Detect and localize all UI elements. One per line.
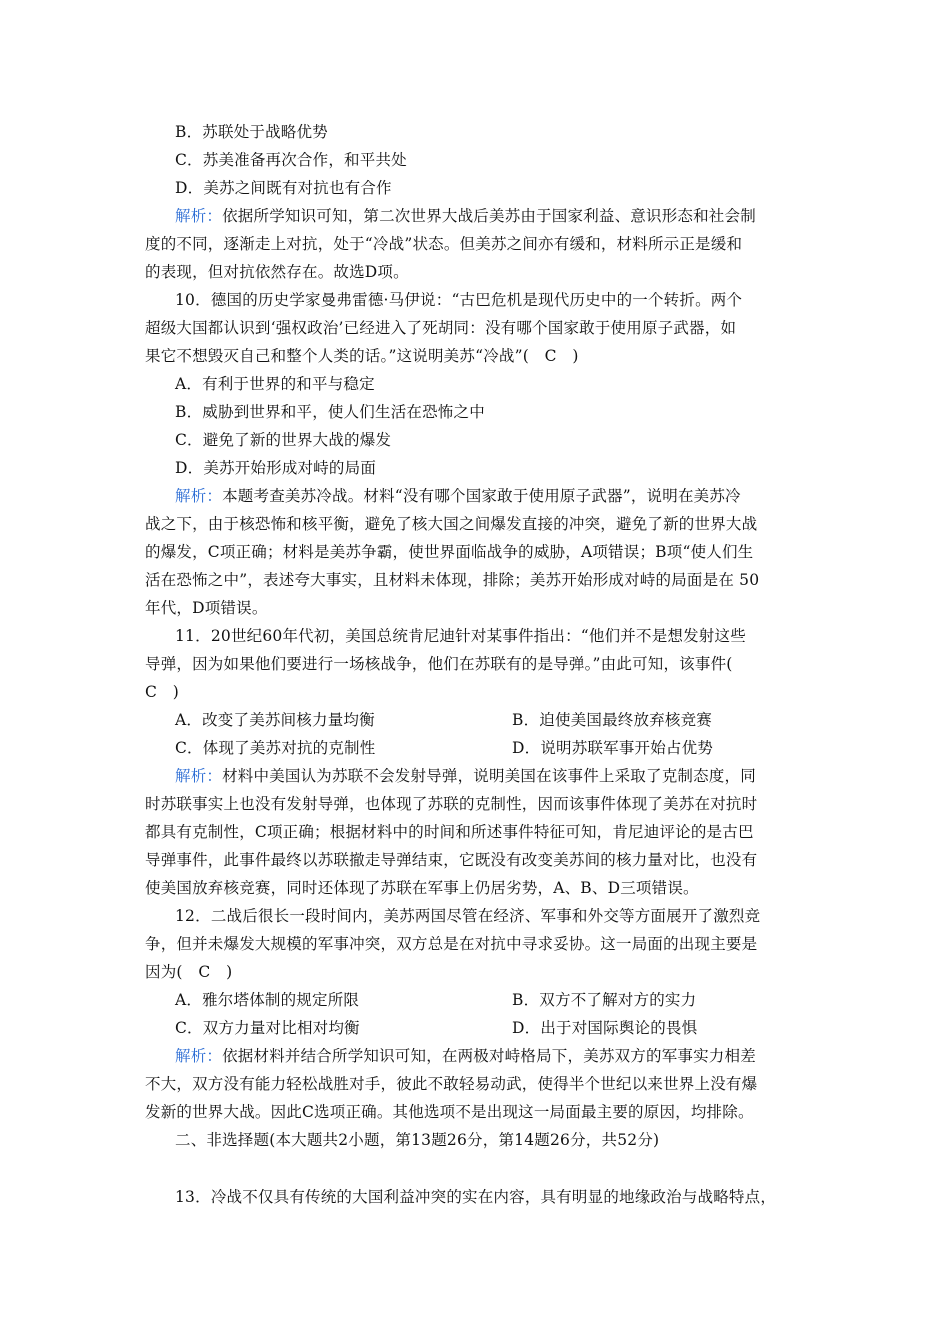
q10-stem-line: 果它不想毁灭自己和整个人类的话。”这说明美苏“冷战”( C ) (145, 347, 579, 365)
q10-option-d: D．美苏开始形成对峙的局面 (175, 459, 377, 477)
q9-analysis: 解析：依据所学知识可知，第二次世界大战后美苏由于国家利益、意识形态和社会制 (175, 207, 756, 225)
q12-stem-line: 争，但并未爆发大规模的军事冲突，双方总是在对抗中寻求妥协。这一局面的出现主要是 (145, 935, 758, 953)
q11-analysis-line: 时苏联事实上也没有发射导弹，也体现了苏联的克制性，因而该事件体现了美苏在对抗时 (145, 795, 758, 813)
q10-analysis-line: 活在恐怖之中”，表述夸大事实，且材料未体现，排除；美苏开始形成对峙的局面是在 50 (145, 571, 760, 589)
analysis-label: 解析： (175, 487, 223, 505)
q9-option-d: D．美苏之间既有对抗也有合作 (175, 179, 392, 197)
q9-option-b: B．苏联处于战略优势 (175, 123, 328, 141)
q11-option-d: D．说明苏联军事开始占优势 (512, 739, 714, 757)
q11-analysis-line: 都具有克制性，C项正确；根据材料中的时间和所述事件特征可知，肯尼迪评论的是古巴 (145, 823, 754, 841)
q12-option-b: B．双方不了解对方的实力 (512, 991, 697, 1009)
q11-stem-line: C ) (145, 683, 180, 701)
q11-option-a: A．改变了美苏间核力量均衡 (175, 711, 375, 729)
analysis-label: 解析： (175, 207, 223, 225)
q9-analysis-line: 的表现，但对抗依然存在。故选D项。 (145, 263, 409, 281)
q9-analysis-line: 度的不同，逐渐走上对抗，处于“冷战”状态。但美苏之间亦有缓和，材料所示正是缓和 (145, 235, 743, 253)
q10-option-a: A．有利于世界的和平与稳定 (175, 375, 375, 393)
q10-analysis: 解析：本题考查美苏冷战。材料“没有哪个国家敢于使用原子武器”，说明在美苏冷 (175, 487, 741, 505)
q12-analysis-line: 不大，双方没有能力轻松战胜对手，彼此不敢轻易动武，使得半个世纪以来世界上没有爆 (145, 1075, 758, 1093)
q11-stem: 11．20世纪60年代初，美国总统肯尼迪针对某事件指出：“他们并不是想发射这些 (175, 627, 746, 645)
q10-stem: 10．德国的历史学家曼弗雷德·马伊说：“古巴危机是现代历史中的一个转折。两个 (175, 291, 743, 309)
q12-option-a: A．雅尔塔体制的规定所限 (175, 991, 360, 1009)
q11-stem-line: 导弹，因为如果他们要进行一场核战争，他们在苏联有的是导弹。”由此可知，该事件( (145, 655, 733, 673)
section-heading: 二、非选择题(本大题共2小题，第13题26分，第14题26分，共52分) (175, 1131, 660, 1149)
q9-option-c: C．苏美准备再次合作，和平共处 (175, 151, 407, 169)
q12-analysis-line: 发新的世界大战。因此C选项正确。其他选项不是出现这一局面最主要的原因，均排除。 (145, 1103, 754, 1121)
q13-stem: 13．冷战不仅具有传统的大国利益冲突的实在内容，具有明显的地缘政治与战略特点， (175, 1188, 777, 1206)
q11-analysis: 解析：材料中美国认为苏联不会发射导弹，说明美国在该事件上采取了克制态度，同 (175, 767, 756, 785)
q10-stem-line: 超级大国都认识到‘强权政治’已经进入了死胡同：没有哪个国家敢于使用原子武器，如 (145, 319, 737, 337)
q10-analysis-line: 战之下，由于核恐怖和核平衡，避免了核大国之间爆发直接的冲突，避免了新的世界大战 (145, 515, 758, 533)
q11-analysis-line: 导弹事件，此事件最终以苏联撤走导弹结束，它既没有改变美苏间的核力量对比，也没有 (145, 851, 758, 869)
q12-analysis: 解析：依据材料并结合所学知识可知，在两极对峙格局下，美苏双方的军事实力相差 (175, 1047, 756, 1065)
q12-stem-line: 因为( C ) (145, 963, 233, 981)
q11-option-c: C．体现了美苏对抗的克制性 (175, 739, 376, 757)
q10-option-b: B．威胁到世界和平，使人们生活在恐怖之中 (175, 403, 485, 421)
q11-analysis-line: 使美国放弃核竞赛，同时还体现了苏联在军事上仍居劣势，A、B、D三项错误。 (145, 879, 699, 897)
analysis-label: 解析： (175, 767, 223, 785)
q12-option-d: D．出于对国际舆论的畏惧 (512, 1019, 698, 1037)
q10-analysis-line: 的爆发，C项正确；材料是美苏争霸，使世界面临战争的威胁，A项错误；B项“使人们生 (145, 543, 754, 561)
q12-stem: 12．二战后很长一段时间内，美苏两国尽管在经济、军事和外交等方面展开了激烈竞 (175, 907, 761, 925)
q10-analysis-line: 年代，D项错误。 (145, 599, 268, 617)
analysis-label: 解析： (175, 1047, 223, 1065)
q10-option-c: C．避免了新的世界大战的爆发 (175, 431, 392, 449)
q11-option-b: B．迫使美国最终放弃核竞赛 (512, 711, 712, 729)
q12-option-c: C．双方力量对比相对均衡 (175, 1019, 360, 1037)
